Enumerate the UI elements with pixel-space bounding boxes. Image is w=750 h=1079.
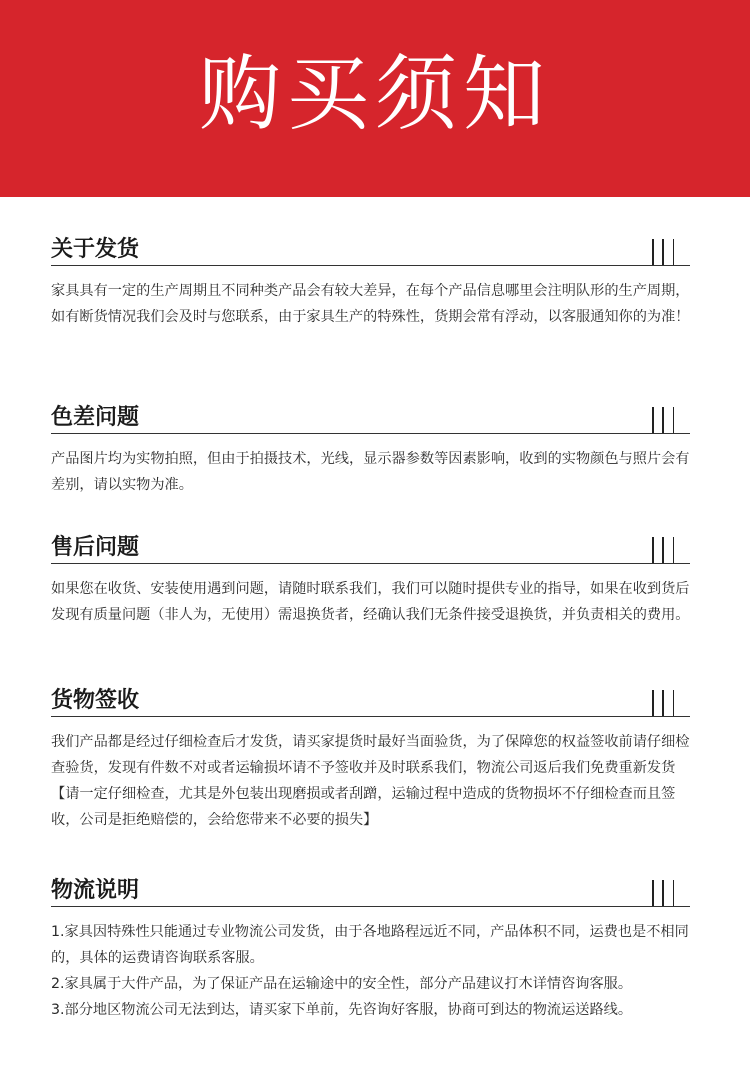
section-header [51, 870, 690, 907]
section-logistics [51, 870, 690, 1023]
paragraph: 1.家具因特殊性只能通过专业物流公司发货，由于各地路程远近不同，产品体积不同，运费也是不相同的，具体的运费请咨询联系客服。 [51, 924, 689, 966]
header-banner [0, 0, 750, 197]
section-body [51, 729, 690, 833]
section-title: 物流说明 [51, 877, 140, 903]
triple-bar-icon [652, 880, 674, 906]
paragraph: 3.部分地区物流公司无法到达，请买家下单前，先咨询好客服，协商可到达的物流运送路线。 [51, 1002, 633, 1018]
triple-bar-icon [652, 537, 674, 563]
paragraph: 2.家具属于大件产品，为了保证产品在运输途中的安全性，部分产品建议打木详情咨询客服。 [51, 976, 633, 992]
triple-bar-icon [652, 407, 674, 433]
section-header [51, 680, 690, 717]
section-body [51, 446, 690, 498]
section-title: 货物签收 [51, 687, 140, 713]
section-color-difference [51, 397, 690, 498]
section-header [51, 229, 690, 266]
triple-bar-icon [652, 239, 674, 265]
page-title: 购买须知 [198, 46, 551, 142]
paragraph: 如果您在收货、安装使用遇到问题，请随时联系我们，我们可以随时提供专业的指导，如果在收到货后发现有质量问题（非人为，无使用）需退换货者，经确认我们无条件接受退换货，并负责相关的费用。 [51, 581, 690, 623]
section-body [51, 278, 690, 330]
section-header [51, 527, 690, 564]
triple-bar-icon [652, 690, 674, 716]
section-body [51, 576, 690, 628]
paragraph: 家具具有一定的生产周期且不同种类产品会有较大差异，在每个产品信息哪里会注明队形的生产周期，如有断货情况我们会及时与您联系，由于家具生产的特殊性，货期会常有浮动，以客服通知你的为准！ [51, 283, 690, 325]
paragraph: 产品图片均为实物拍照，但由于拍摄技术，光线，显示器参数等因素影响，收到的实物颜色与照片会有差别，请以实物为准。 [51, 451, 690, 493]
section-title: 售后问题 [51, 534, 140, 560]
section-title: 关于发货 [51, 236, 140, 262]
section-body [51, 919, 690, 1023]
section-delivery-signoff [51, 680, 690, 833]
section-header [51, 397, 690, 434]
paragraph: 我们产品都是经过仔细检查后才发货，请买家提货时最好当面验货，为了保障您的权益签收前请仔细检查验货，发现有件数不对或者运输损坏请不予签收并及时联系我们，物流公司返后我们免费重新发货【请一定仔细检查，尤其是外包装出现磨损或者刮蹭，运输过程中造成的货物损坏不仔细检查而且签收，公司是拒绝赔偿的，会给您带来不必要的损失】 [51, 734, 690, 828]
section-title: 色差问题 [51, 404, 140, 430]
section-shipping [51, 229, 690, 330]
section-after-sales [51, 527, 690, 628]
